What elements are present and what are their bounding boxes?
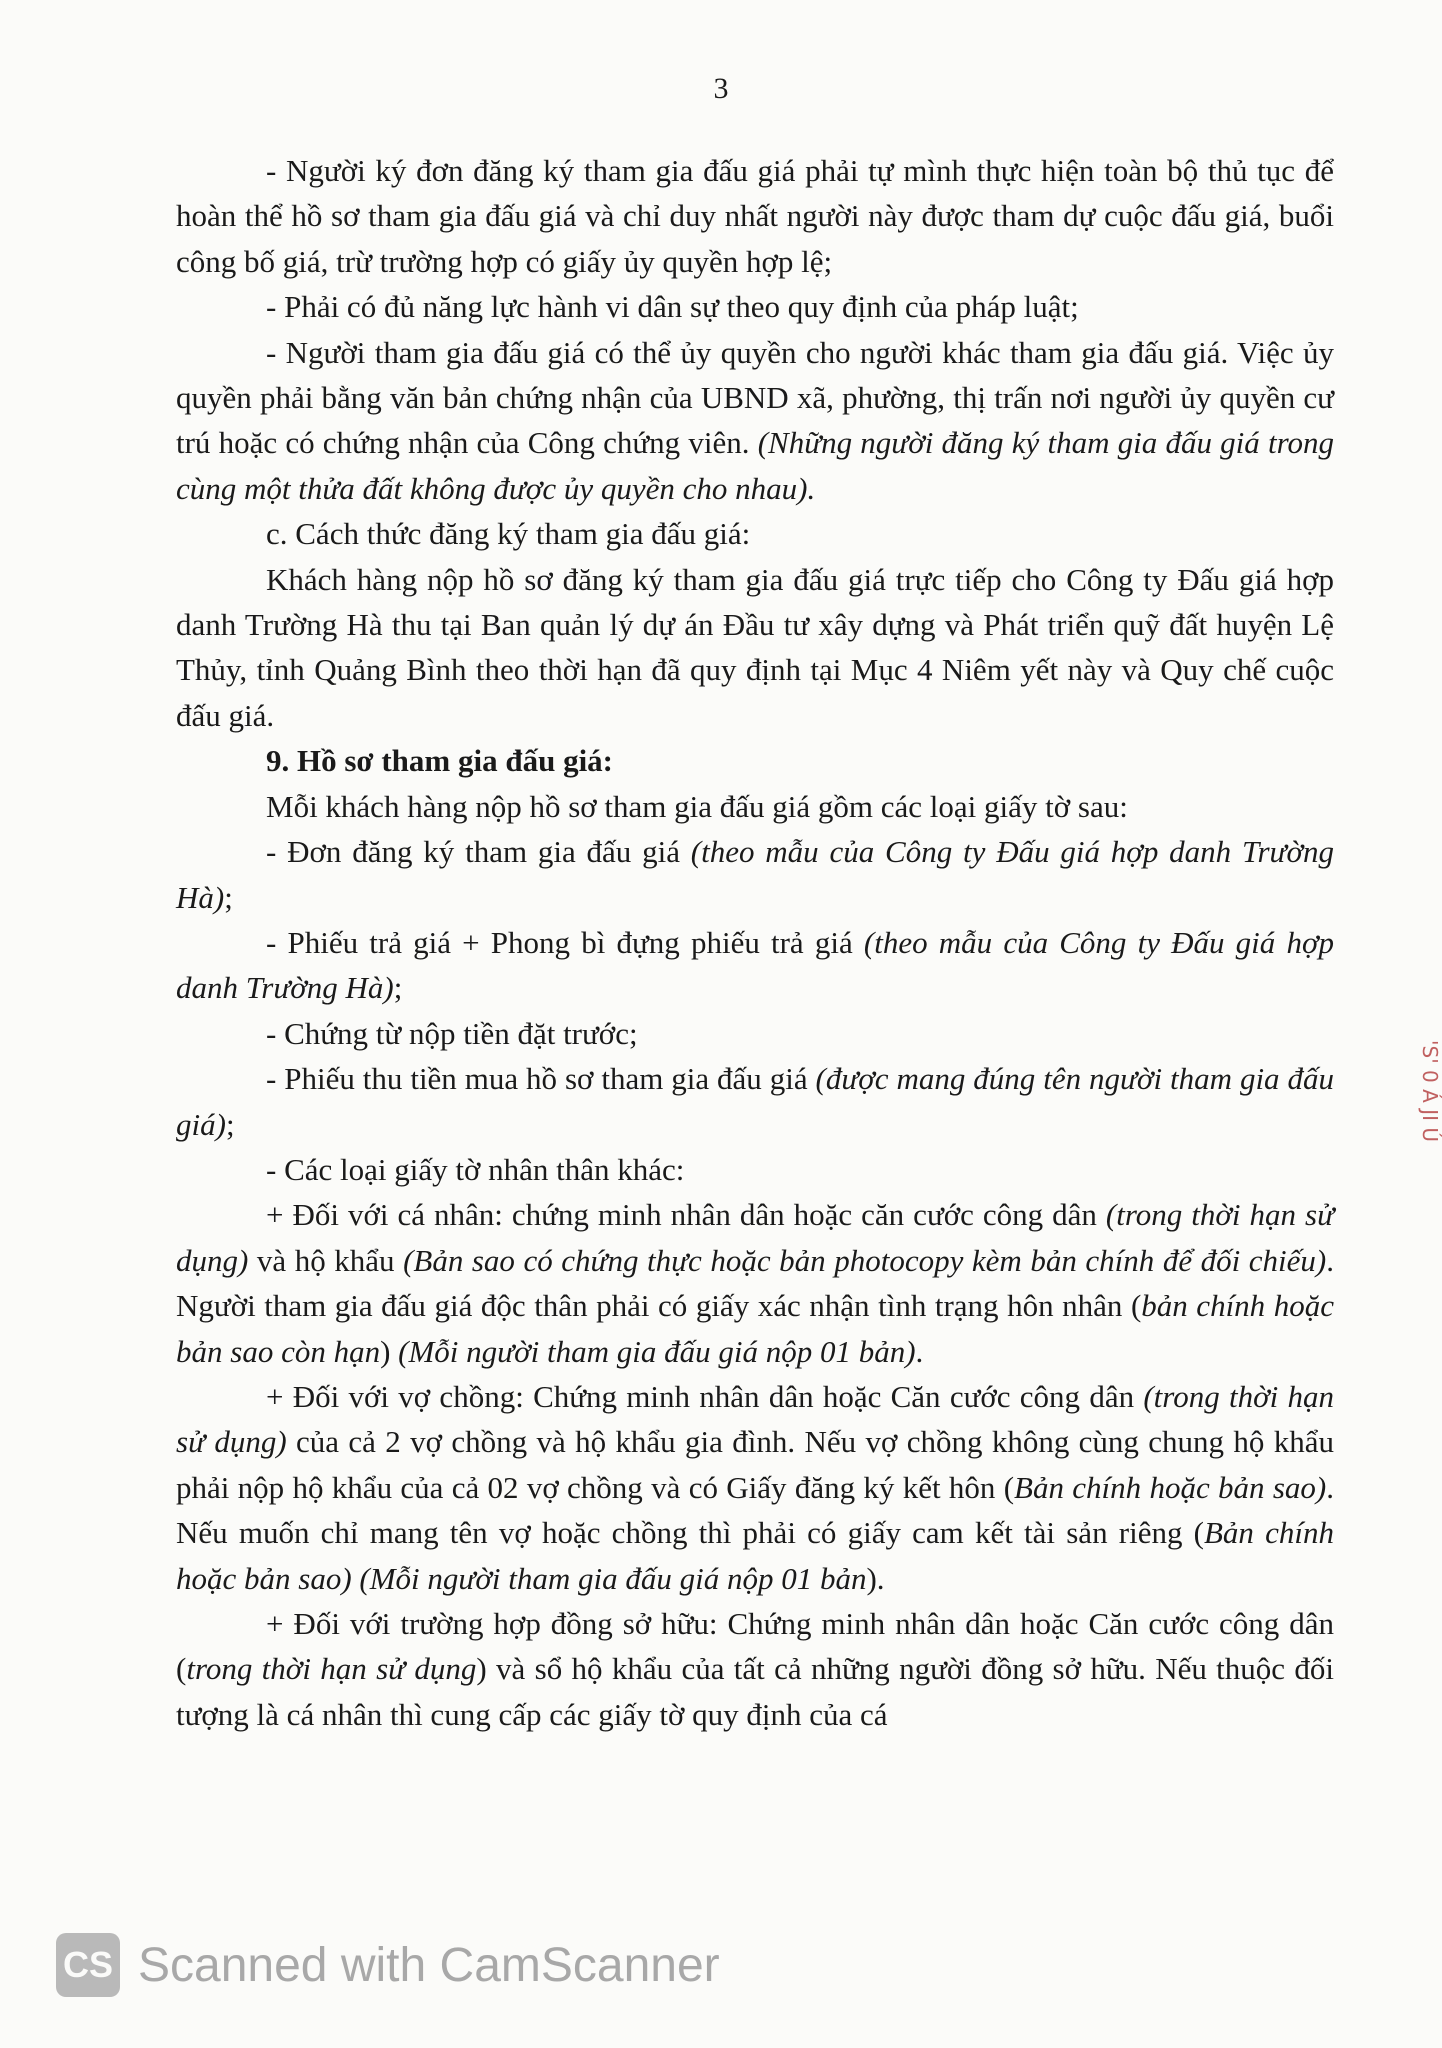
text-run: - Người tham gia đấu giá có thể ủy quyền cho người khác tham gia đấu giá. Việc ủy quyền phải bằng văn bản chứng nhận của UBND xã, phường, thị trấn nơi người ủy quyền cư trú hoặc có chứng nhận của Công chứng viên.: [176, 334, 1334, 461]
italic-run: (theo mẫu của Công ty Đấu giá hợp danh Trường Hà): [176, 834, 1334, 915]
text-run: ;: [224, 879, 233, 915]
italic-run: trong thời hạn sử dụng: [186, 1651, 477, 1687]
italic-run: Bản chính hoặc bản sao): [1014, 1469, 1327, 1505]
paragraph: [176, 784, 1334, 829]
paragraph: [176, 284, 1334, 329]
paragraph: [176, 1147, 1334, 1192]
paragraph: [176, 330, 1334, 512]
watermark-text: Scanned with CamScanner: [138, 1938, 720, 1992]
paragraph: [176, 1192, 1334, 1374]
italic-run: (trong thời hạn sử dụng): [176, 1197, 1334, 1278]
document-body: [176, 148, 1334, 1737]
italic-run: (Bản sao có chứng thực hoặc bản photocopy kèm bản chính để đối chiếu): [403, 1242, 1327, 1278]
text-run: ) và sổ hộ khẩu của tất cả những người đồng sở hữu. Nếu thuộc đối tượng là cá nhân thì cung cấp các giấy tờ quy định của cá: [176, 1651, 1334, 1732]
text-run: + Đối với vợ chồng: Chứng minh nhân dân hoặc Căn cước công dân: [266, 1378, 1144, 1414]
text-run: + Đối với trường hợp đồng sở hữu: Chứng minh nhân dân hoặc Căn cước công dân (: [176, 1606, 1334, 1687]
italic-run: Bản chính hoặc bản sao): [176, 1515, 1335, 1596]
italic-run: bản chính hoặc bản sao còn hạn: [176, 1288, 1334, 1369]
paragraph: [176, 920, 1334, 1011]
paragraph: [176, 1056, 1334, 1147]
text-run: - Các loại giấy tờ nhân thân khác:: [266, 1151, 685, 1187]
paragraph: [176, 1374, 1334, 1601]
text-run: - Người ký đơn đăng ký tham gia đấu giá phải tự mình thực hiện toàn bộ thủ tục để hoàn thể hồ sơ tham gia đấu giá và chỉ duy nhất người này được tham dự cuộc đấu giá, buổi công bố giá, trừ trường hợp có giấy ủy quyền hợp lệ;: [176, 153, 1334, 279]
text-run: .: [915, 1333, 924, 1369]
italic-run: (Mỗi người tham gia đấu giá nộp 01 bản): [398, 1333, 916, 1369]
paragraph: [176, 829, 1334, 920]
side-stamp-fragment: 'S' 0 Á JI Ú: [1418, 1040, 1442, 1142]
italic-run: (trong thời hạn sử dụng): [176, 1378, 1334, 1460]
text-run: của cả 2 vợ chồng và hộ khẩu gia đình. Nếu vợ chồng không cùng chung hộ khẩu phải nộp hộ khẩu của cả 02 vợ chồng và có Giấy đăng ký kết hôn (: [176, 1424, 1334, 1505]
text-run: - Chứng từ nộp tiền đặt trước;: [266, 1015, 638, 1051]
section-heading: [176, 738, 1334, 783]
text-run: Mỗi khách hàng nộp hồ sơ tham gia đấu giá gồm các loại giấy tờ sau:: [266, 788, 1128, 824]
text-run: - Đơn đăng ký tham gia đấu giá: [266, 834, 691, 870]
paragraph: [176, 148, 1334, 284]
italic-run: (Những người đăng ký tham gia đấu giá trong cùng một thửa đất không được ủy quyền cho nhau).: [176, 425, 1334, 506]
page-number: 3: [713, 72, 729, 105]
camscanner-watermark: [56, 1930, 720, 2000]
text-run: - Phiếu trả giá + Phong bì đựng phiếu trả giá: [266, 924, 864, 960]
text-run: . Người tham gia đấu giá độc thân phải có giấy xác nhận tình trạng hôn nhân (: [176, 1242, 1334, 1324]
italic-run: (theo mẫu của Công ty Đấu giá hợp danh Trường Hà): [176, 924, 1334, 1006]
text-run: và hộ khẩu: [248, 1242, 404, 1278]
italic-run: (được mang đúng tên người tham gia đấu giá): [176, 1061, 1334, 1142]
text-run: ;: [225, 1106, 235, 1142]
text-run: ): [380, 1333, 399, 1369]
italic-run: (Mỗi người tham gia đấu giá nộp 01 bản: [359, 1560, 867, 1596]
text-run: - Phiếu thu tiền mua hồ sơ tham gia đấu giá: [266, 1061, 816, 1097]
paragraph: [176, 1601, 1334, 1737]
text-run: c. Cách thức đăng ký tham gia đấu giá:: [266, 516, 751, 552]
camscanner-logo-icon: CS: [56, 1933, 120, 1997]
text-run: ;: [393, 970, 403, 1006]
text-run: 9. Hồ sơ tham gia đấu giá:: [266, 743, 614, 779]
text-run: ).: [866, 1560, 885, 1596]
text-run: Khách hàng nộp hồ sơ đăng ký tham gia đấu giá trực tiếp cho Công ty Đấu giá hợp danh Trường Hà thu tại Ban quản lý dự án Đầu tư xây dựng và Phát triển quỹ đất huyện Lệ Thủy, tỉnh Quảng Bình theo thời hạn đã quy định tại Mục 4 Niêm yết này và Quy chế cuộc đấu giá.: [176, 561, 1334, 733]
text-run: - Phải có đủ năng lực hành vi dân sự theo quy định của pháp luật;: [266, 289, 1079, 325]
text-run: . Nếu muốn chỉ mang tên vợ hoặc chồng thì phải có giấy cam kết tài sản riêng (: [176, 1469, 1334, 1551]
text-run: + Đối với cá nhân: chứng minh nhân dân hoặc căn cước công dân: [266, 1197, 1106, 1233]
paragraph: [176, 557, 1334, 739]
paragraph: [176, 1011, 1334, 1056]
paragraph: [176, 511, 1334, 556]
